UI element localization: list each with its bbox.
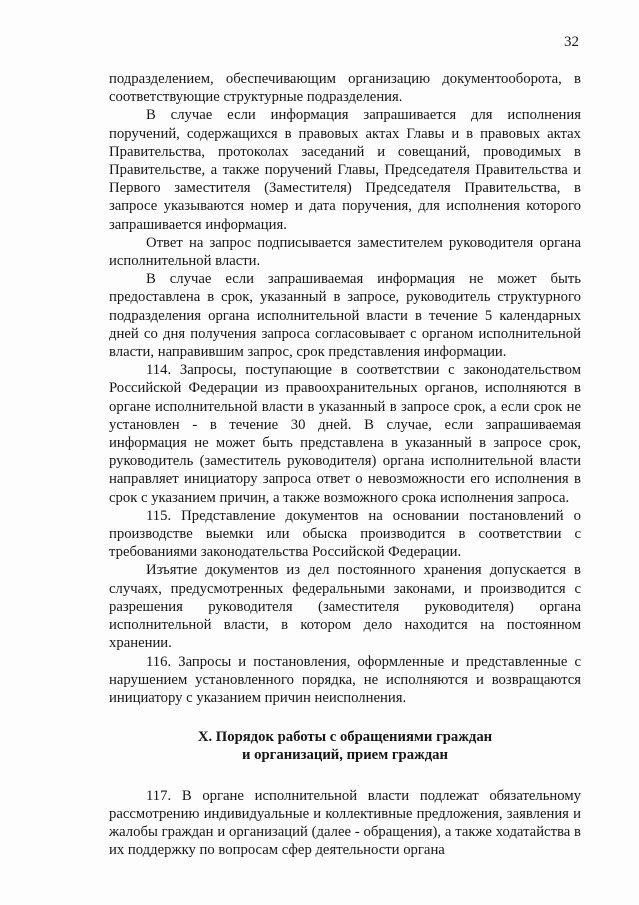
paragraph-continuation: подразделением, обеспечивающим организацию документооборота, в соответствующие структурные подразделения.: [109, 71, 581, 106]
paragraph-reply-signature: Ответ на запрос подписывается заместителем руководителя органа исполнительной власти.: [109, 234, 581, 270]
paragraph-deadline-agreement: В случае если запрашиваемая информация не может быть предоставлена в срок, указанный в запросе, руководитель структурного подразделения органа исполнительной власти в течение 5 календарных дней со дня получения запроса согласовывает с органом исполнительной власти, направившим запрос, срок представления информации.: [109, 271, 581, 361]
paragraph-clause-116: 116. Запросы и постановления, оформленные и представленные с нарушением установленного порядка, не исполняются и возвращаются инициатору с указанием причин неисполнения.: [109, 653, 581, 706]
paragraph-clause-117: 117. В органе исполнительной власти подлежат обязательному рассмотрению индивидуальные и коллективные предложения, заявления и жалобы граждан и организаций (далее - обращения), а также ходатайства в их поддержку по вопросам сфер деятельности органа: [109, 787, 581, 859]
paragraph-info-request-instructions: В случае если информация запрашивается для исполнения поручений, содержащихся в правовых актах Главы и в правовых актах Правительства, протоколах заседаний и совещаний, проводимых в Правительстве, а также поручений Главы, Председателя Правительства и Первого заместителя (Заместителя) Председателя Правительства, в запросе указываются номер и дата поручения, для исполнения которого запрашивается информация.: [109, 107, 581, 233]
paragraph-clause-114: 114. Запросы, поступающие в соответствии с законодательством Российской Федерации из правоохранительных органов, исполняются в органе исполнительной власти в указанный в запросе срок, а если срок не установлен - в течение 30 дней. В случае, если запрашиваемая информация не может быть представлена в указанный в запросе срок, руководитель (заместитель руководителя) органа исполнительной власти направляет инициатору запроса ответ о невозможности его исполнения в срок с указанием причин, а также возможного срока исполнения запроса.: [109, 362, 581, 506]
section-heading-line-2: и организаций, прием граждан: [242, 747, 448, 764]
page-number: 32: [564, 34, 579, 50]
section-heading-line-1: X. Порядок работы с обращениями граждан: [197, 729, 493, 746]
paragraph-clause-115: 115. Представление документов на основании постановлений о производстве выемки или обыска производится в соответствии с требованиями законодательства Российской Федерации.: [109, 507, 581, 561]
paragraph-document-seizure: Изъятие документов из дел постоянного хранения допускается в случаях, предусмотренных федеральными законами, и производится с разрешения руководителя (заместителя руководителя) органа исполнительной власти, в котором дело находится на постоянном хранении.: [109, 562, 581, 652]
document-body: [109, 70, 581, 859]
section-heading: [109, 728, 581, 764]
